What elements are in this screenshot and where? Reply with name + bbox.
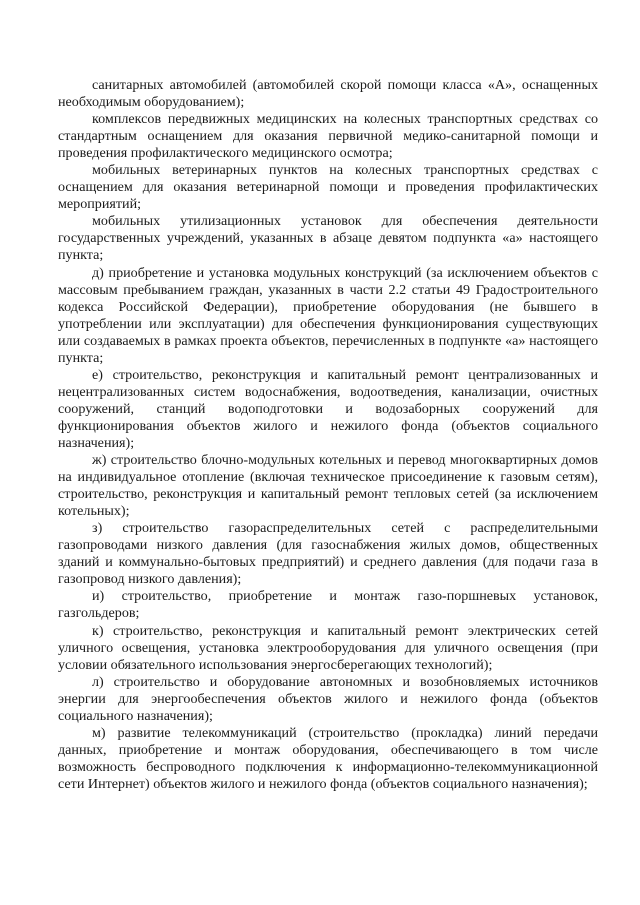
paragraph-item-l-autonomous-energy: л) строительство и оборудование автономных и возобновляемых источников энергии для энергообеспечения объектов жилого и нежилого фонда (объектов социального назначения); (58, 673, 598, 724)
paragraph-item-e-water-systems: е) строительство, реконструкция и капитальный ремонт централизованных и нецентрализованных систем водоснабжения, водоотведения, канализации, очистных сооружений, станций водоподготовки и водозаборных сооружений для функционирования объектов жилого и нежилого фонда (объектов социального назначения); (58, 366, 598, 451)
paragraph-item-zh-boiler-houses: ж) строительство блочно-модульных котельных и перевод многоквартирных домов на индивидуальное отопление (включая техническое присоединение к газовым сетям), строительство, реконструкция и капитальный ремонт тепловых сетей (за исключением котельных); (58, 452, 598, 520)
paragraph-item-i-gas-piston-units: и) строительство, приобретение и монтаж газо-поршневых установок, газгольдеров; (58, 588, 598, 622)
paragraph-item-d-modular-structures: д) приобретение и установка модульных конструкций (за исключением объектов с массовым пребыванием граждан, указанных в части 2.2 статьи 49 Градостроительного кодекса Российской Федерации), приобретение оборудования (не бывшего в употреблении или эксплуатации) для обеспечения функционирования существующих или создаваемых в рамках проекта объектов, перечисленных в подпункте «а» настоящего пункта; (58, 264, 598, 366)
paragraph-mobile-veterinary-units: мобильных ветеринарных пунктов на колесных транспортных средствах с оснащением для оказания ветеринарной помощи и проведения профилактических мероприятий; (58, 162, 598, 213)
paragraph-mobile-disposal-units: мобильных утилизационных установок для обеспечения деятельности государственных учреждений, указанных в абзаце девятом подпункта «а» настоящего пункта; (58, 213, 598, 264)
paragraph-mobile-medical-complexes: комплексов передвижных медицинских на колесных транспортных средствах со стандартным оснащением для оказания первичной медико-санитарной помощи и проведения профилактического медицинского осмотра; (58, 111, 598, 162)
paragraph-item-m-telecommunications: м) развитие телекоммуникаций (строительство (прокладка) линий передачи данных, приобретение и монтаж оборудования, обеспечивающего в том числе возможность беспроводного подключения к информационно-телекоммуникационной сети Интернет) объектов жилого и нежилого фонда (объектов социального назначения); (58, 724, 598, 792)
paragraph-sanitary-vehicles: санитарных автомобилей (автомобилей скорой помощи класса «А», оснащенных необходимым оборудованием); (58, 77, 598, 111)
paragraph-item-k-street-lighting: к) строительство, реконструкция и капитальный ремонт электрических сетей уличного освещения, установка электрооборудования для уличного освещения (при условии обязательного использования энергосберегающих технологий); (58, 622, 598, 673)
document-body (58, 77, 598, 793)
paragraph-item-z-gas-networks: з) строительство газораспределительных сетей с распределительными газопроводами низкого давления (для газоснабжения жилых домов, общественных зданий и коммунально-бытовых предприятий) и среднего давления (для подачи газа в газопровод низкого давления); (58, 520, 598, 588)
